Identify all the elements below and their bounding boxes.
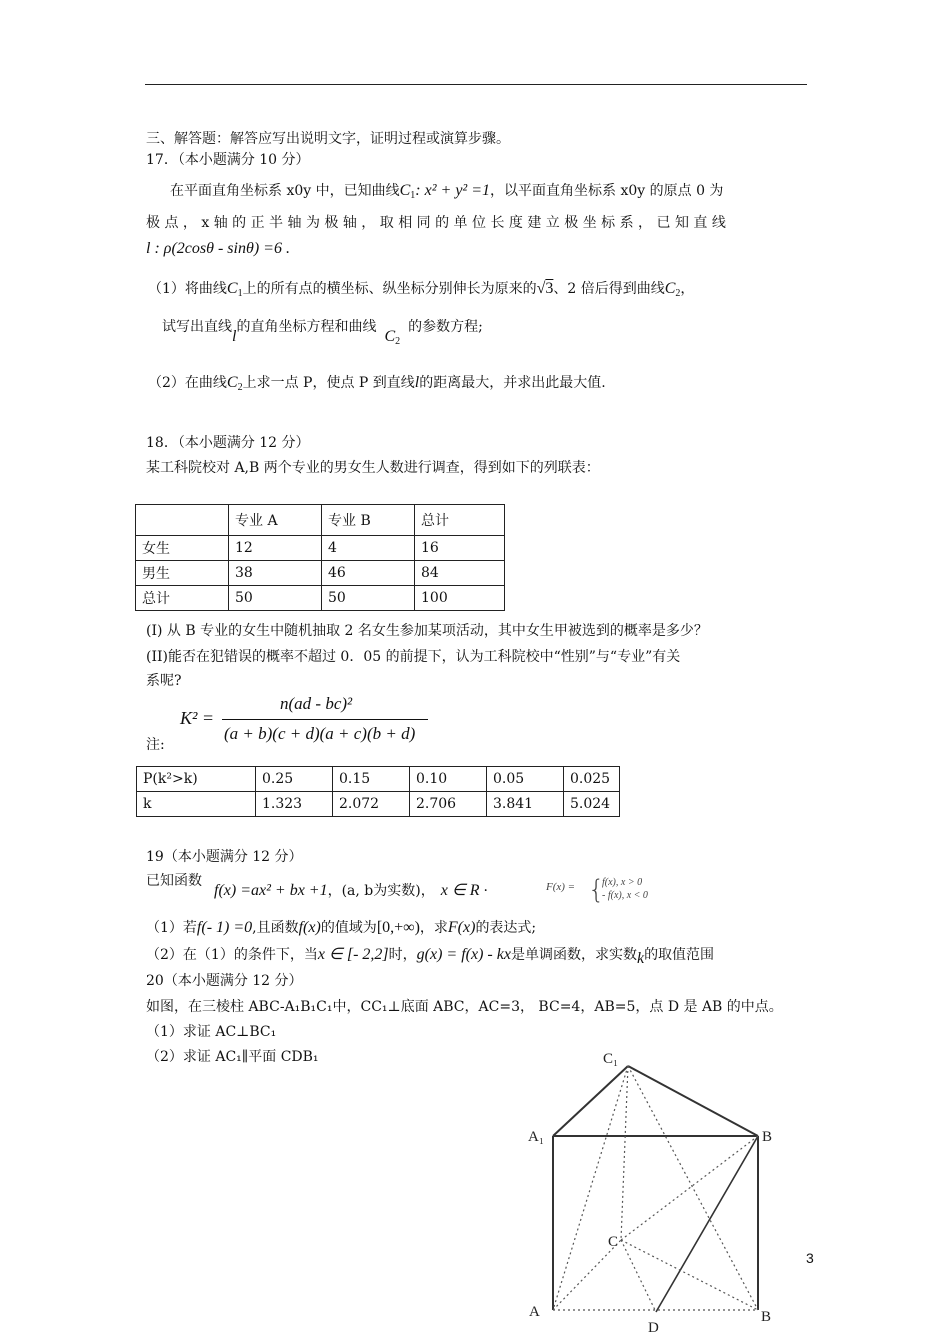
c2-symbol-ref2: C: [226, 374, 238, 391]
q17-line1: [170, 180, 723, 201]
q19-function-line: f(x) =ax² + bx +1，(a, b为实数)， x ∈ R ·: [214, 882, 488, 899]
q19-part2-b: 时，: [388, 947, 417, 963]
q19-part1: [146, 917, 536, 937]
q19-part2: [146, 944, 715, 967]
curve-c2-ref2: [227, 374, 243, 391]
table-cell: 0.15: [333, 767, 410, 792]
table-cell: 0.025: [564, 767, 620, 792]
edge-a-c: [553, 1240, 621, 1310]
q17-part2-b: 上求一点 P，使点 P 到直线: [242, 375, 415, 391]
q17-part1-cont-a: 试写出直线: [162, 319, 232, 335]
q19-title: 19（本小题满分 12 分）: [146, 849, 303, 865]
q17-part1-text-c: 、2 倍后得到曲线: [553, 281, 665, 297]
q19-part2-a: （2）在（1）的条件下，当: [146, 947, 318, 963]
edge-c-b: [621, 1240, 758, 1310]
edge-c-b1: [621, 1136, 758, 1240]
table-row: [137, 767, 620, 792]
table-header-row: [136, 505, 505, 536]
q19-part2-c: 是单调函数，求实数: [510, 947, 637, 963]
table-row: [137, 792, 620, 817]
curve-c2: [665, 280, 681, 297]
q19-part1-b: ,且函数: [252, 920, 299, 936]
table-cell: 5.024: [564, 792, 620, 817]
table-cell: 50: [229, 586, 322, 611]
sqrt-three: √3: [536, 280, 554, 297]
q18-sub1: (I) 从 B 专业的女生中随机抽取 2 名女生参加某项活动，其中女生甲被选到的概率是多少？: [146, 623, 708, 639]
table-cell: [136, 505, 229, 536]
q20-title: 20（本小题满分 12 分）: [146, 973, 303, 989]
prism-figure: [520, 1045, 790, 1344]
c2-symbol: C: [664, 280, 676, 297]
fraction-bar: [222, 719, 428, 720]
c2-subscript: 2: [675, 288, 681, 299]
q20-intro: 如图，在三棱柱 ABC-A₁B₁C₁中，CC₁⊥底面 ABC，AC=3， BC=4，AB=5，点 D 是 AB 的中点。: [146, 999, 783, 1015]
q19-part1-Fx: F(x): [447, 919, 476, 936]
q17-part2: [148, 372, 606, 393]
table-cell: 46: [322, 561, 415, 586]
q17-title: 17．（本小题满分 10 分）: [146, 152, 310, 168]
table-cell: 0.05: [487, 767, 564, 792]
edge-c1-c: [621, 1066, 628, 1240]
c1-subscript: 1: [410, 190, 416, 201]
edge-b1-d: [656, 1136, 758, 1312]
table-cell: 4: [322, 536, 415, 561]
label-b: B: [761, 1309, 772, 1325]
label-b1: B: [762, 1129, 773, 1145]
table-cell: 0.10: [410, 767, 487, 792]
table-row: [136, 536, 505, 561]
q17-part1-cont-b: 的直角坐标方程和曲线: [236, 319, 377, 335]
q19-part1-a: （1）若: [146, 920, 197, 936]
k2-numerator: n(ad - bc)²: [280, 694, 353, 713]
fx-domain: x ∈ R: [440, 882, 480, 899]
q18-sub2-cont: 系呢?: [146, 673, 182, 689]
c2-symbol-ref: C: [384, 328, 396, 345]
q17-part2-a: （2）在曲线: [148, 375, 227, 391]
q19-part2-k: k: [636, 950, 645, 967]
edge-c1-a: [553, 1066, 628, 1310]
table-cell: 3.841: [487, 792, 564, 817]
table-cell: 12: [229, 536, 322, 561]
section-heading: 三、解答题：解答应写出说明文字，证明过程或演算步骤。: [146, 131, 510, 147]
table-row: [136, 561, 505, 586]
Fx-case-1: f(x), x > 0: [602, 877, 643, 888]
q19-part2-x: x ∈ [- 2,2]: [317, 946, 389, 963]
q17-part1-text-a: （1）将曲线: [148, 281, 227, 297]
edge-c1-b1: [628, 1066, 758, 1136]
table-cell: P(k²>k): [137, 767, 256, 792]
sqrt-radicand: 3: [545, 280, 554, 297]
note-label: 注:: [146, 737, 165, 753]
table-cell: 总计: [415, 505, 505, 536]
table-cell: 84: [415, 561, 505, 586]
q20-part1: （1）求证 AC⊥BC₁: [146, 1024, 277, 1040]
curve-equation: : x² + y² =1: [415, 182, 491, 199]
label-a1: A₁: [528, 1129, 545, 1145]
q19-part2-d: 的取值范围: [644, 947, 715, 963]
label-d: D: [648, 1320, 659, 1336]
q18-title: 18．（本小题满分 12 分）: [146, 435, 310, 451]
q17-line1-end: ，以平面直角坐标系 x0y 的原点 0 为: [490, 183, 724, 199]
c1-subscript-ref: 1: [237, 288, 243, 299]
Fx-case-2: - f(x), x < 0: [602, 890, 648, 901]
table-cell: 50: [322, 586, 415, 611]
contingency-table: [135, 504, 505, 611]
curve-c1: [400, 182, 416, 199]
c2-subscript-ref2: 2: [237, 382, 243, 393]
table-cell: k: [137, 792, 256, 817]
q19-part2-g: g(x) = f(x) - kx: [416, 946, 511, 963]
header-rule: [145, 84, 807, 85]
q19-part1-c: 的值域为: [320, 920, 377, 936]
table-cell: 2.072: [333, 792, 410, 817]
q18-sub2: (II)能否在犯错误的概率不超过 0．05 的前提下，认为工科院校中“性别”与“专业”有关: [146, 649, 681, 665]
q19-part1-eq: f(- 1) =0: [196, 919, 253, 936]
edge-c-d: [621, 1240, 656, 1312]
label-c: C: [608, 1234, 619, 1250]
table-cell: 1.323: [256, 792, 333, 817]
line-l-symbol: l: [232, 328, 237, 345]
k2-fraction: [222, 694, 430, 750]
table-cell: 总计: [136, 586, 229, 611]
k2-lhs: K² =: [180, 708, 215, 728]
q17-part2-c: 的距离最大，并求出此最大值.: [419, 375, 606, 391]
k2-denominator: (a + b)(c + d)(a + c)(b + d): [224, 724, 416, 743]
brace-icon: {: [588, 875, 605, 905]
q19-part1-range: [0,+∞): [376, 919, 420, 936]
q19-part1-d: ，求: [419, 920, 448, 936]
q17-part1: （1）将曲线$C_1$上的所有点的横坐标、纵坐标分别伸长为原来的√3、2 倍后得到曲线$C_2$，: [148, 280, 695, 299]
table-row: [136, 586, 505, 611]
table-cell: 0.25: [256, 767, 333, 792]
probability-table: [136, 766, 620, 817]
table-cell: 16: [415, 536, 505, 561]
table-cell: 38: [229, 561, 322, 586]
q17-line1-text: 在平面直角坐标系 x0y 中，已知曲线: [170, 183, 400, 199]
edge-c1-b: [628, 1066, 758, 1310]
q18-intro: 某工科院校对 A,B 两个专业的男女生人数进行调查，得到如下的列联表：: [146, 460, 600, 476]
q17-part1-cont: [162, 316, 483, 347]
label-a: A: [529, 1304, 540, 1320]
table-cell: 女生: [136, 536, 229, 561]
q19-part1-e: 的表达式;: [475, 920, 537, 936]
c2-subscript-ref: 2: [395, 336, 401, 347]
line-equation: l : ρ(2cosθ - sinθ) =6 .: [146, 240, 290, 257]
q17-line2: 极 点 ， x 轴 的 正 半 轴 为 极 轴 ， 取 相 同 的 单 位 长 度 建 立 极 坐 标 系 ， 已 知 直 线: [146, 215, 726, 231]
q20-part2: （2）求证 AC₁∥平面 CDB₁: [146, 1049, 319, 1065]
table-cell: 100: [415, 586, 505, 611]
q19-intro: 已知函数: [146, 873, 202, 889]
Fx-label: F(x) =: [546, 881, 576, 893]
table-cell: 专业 A: [229, 505, 322, 536]
curve-c2-ref: [384, 328, 400, 345]
curve-c1-ref: [227, 280, 243, 297]
q19-part1-fx: f(x): [298, 919, 321, 936]
q17-part1-cont-c: 的参数方程;: [408, 319, 483, 335]
fx-definition: f(x) =ax² + bx +1: [214, 882, 328, 899]
table-cell: 专业 B: [322, 505, 415, 536]
page-number: 3: [806, 1250, 814, 1266]
line-l-symbol-ref: l: [414, 374, 420, 391]
c1-symbol: C: [399, 182, 411, 199]
table-cell: 2.706: [410, 792, 487, 817]
q17-part1-text-b: 上的所有点的横坐标、纵坐标分别伸长为原来的: [242, 281, 537, 297]
fx-condition: ，(a, b为实数)，: [327, 883, 435, 899]
c1-symbol-ref: C: [226, 280, 238, 297]
table-cell: 男生: [136, 561, 229, 586]
label-c1: C₁: [603, 1051, 619, 1067]
